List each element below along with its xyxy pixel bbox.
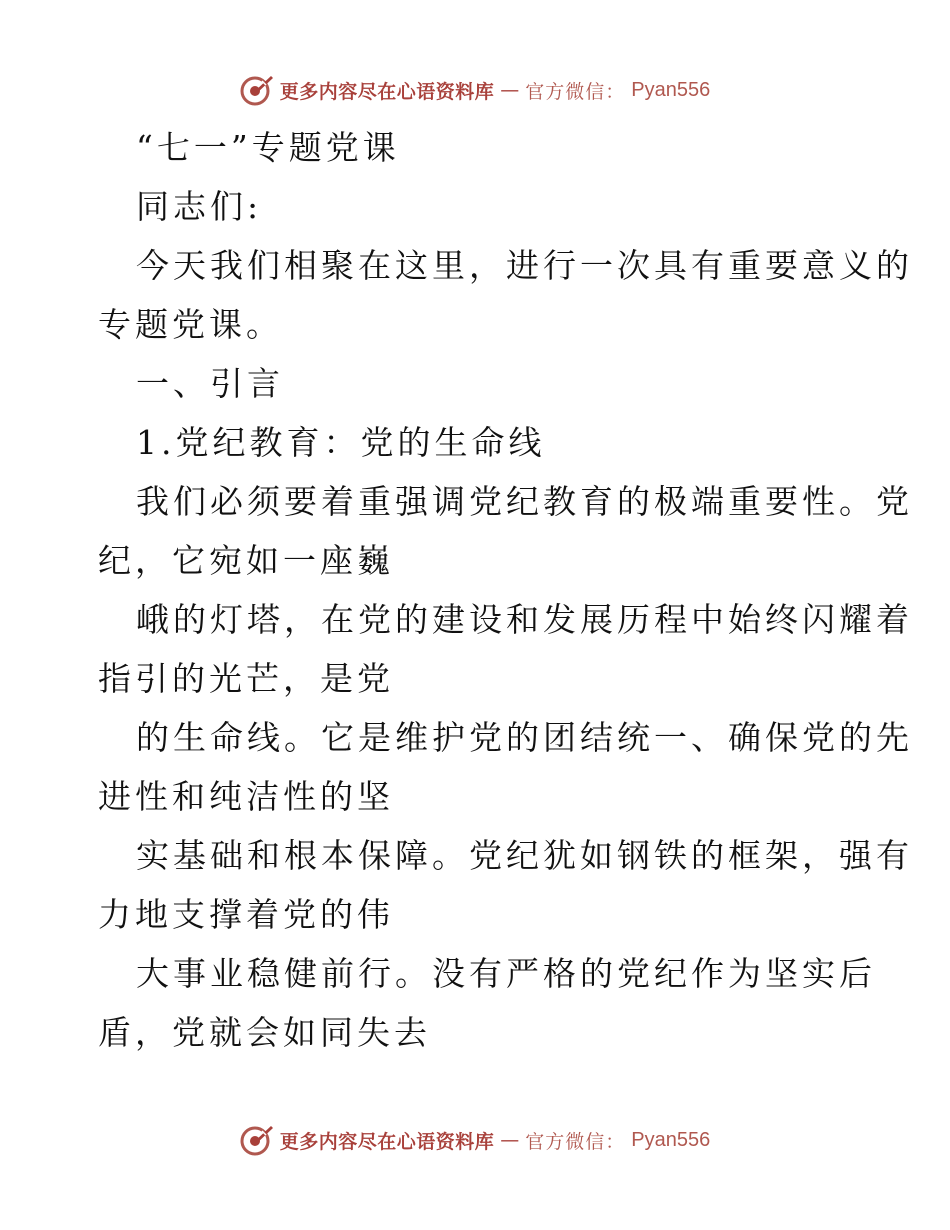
text-line: 纪，它宛如一座巍	[98, 541, 394, 580]
watermark-official-label: 官方微信：	[525, 80, 626, 103]
text-line: 同志们:	[136, 187, 263, 226]
text-line: 一、引言	[136, 364, 284, 403]
watermark-main-text: 更多内容尽在心语资料库	[279, 1130, 495, 1153]
text-line: 力地支撑着党的伟	[98, 895, 394, 934]
watermark-dash: —	[500, 1129, 520, 1151]
pen-logo-icon	[240, 1123, 274, 1157]
text-line: “七一”专题党课	[136, 128, 400, 167]
watermark-official-label: 官方微信：	[525, 1130, 626, 1153]
text-line: 实基础和根本保障。党纪犹如钢铁的框架，强有	[136, 836, 913, 875]
watermark-group	[240, 73, 711, 107]
text-line: 指引的光芒，是党	[98, 659, 394, 698]
watermark-wechat-id: Pyan556	[631, 1128, 711, 1151]
text-line: 大事业稳健前行。没有严格的党纪作为坚实后	[136, 954, 876, 993]
text-line: 我们必须要着重强调党纪教育的极端重要性。党	[136, 482, 913, 521]
text-line: 专题党课。	[98, 305, 283, 344]
pen-logo-icon	[240, 73, 274, 107]
document-body	[98, 118, 913, 1062]
watermark-wechat-id: Pyan556	[631, 78, 711, 101]
text-line: 进性和纯洁性的坚	[98, 777, 394, 816]
text-line: 今天我们相聚在这里，进行一次具有重要意义的	[136, 246, 913, 285]
footer-watermark	[0, 1120, 950, 1160]
watermark-main-text: 更多内容尽在心语资料库	[279, 80, 495, 103]
text-line: 的生命线。它是维护党的团结统一、确保党的先	[136, 718, 913, 757]
text-line: 峨的灯塔，在党的建设和发展历程中始终闪耀着	[136, 600, 913, 639]
watermark-group	[240, 1123, 711, 1157]
header-watermark	[0, 70, 950, 110]
watermark-dash: —	[500, 79, 520, 101]
text-line: 盾，党就会如同失去	[98, 1013, 431, 1052]
text-line: 1.党纪教育：党的生命线	[136, 423, 546, 462]
